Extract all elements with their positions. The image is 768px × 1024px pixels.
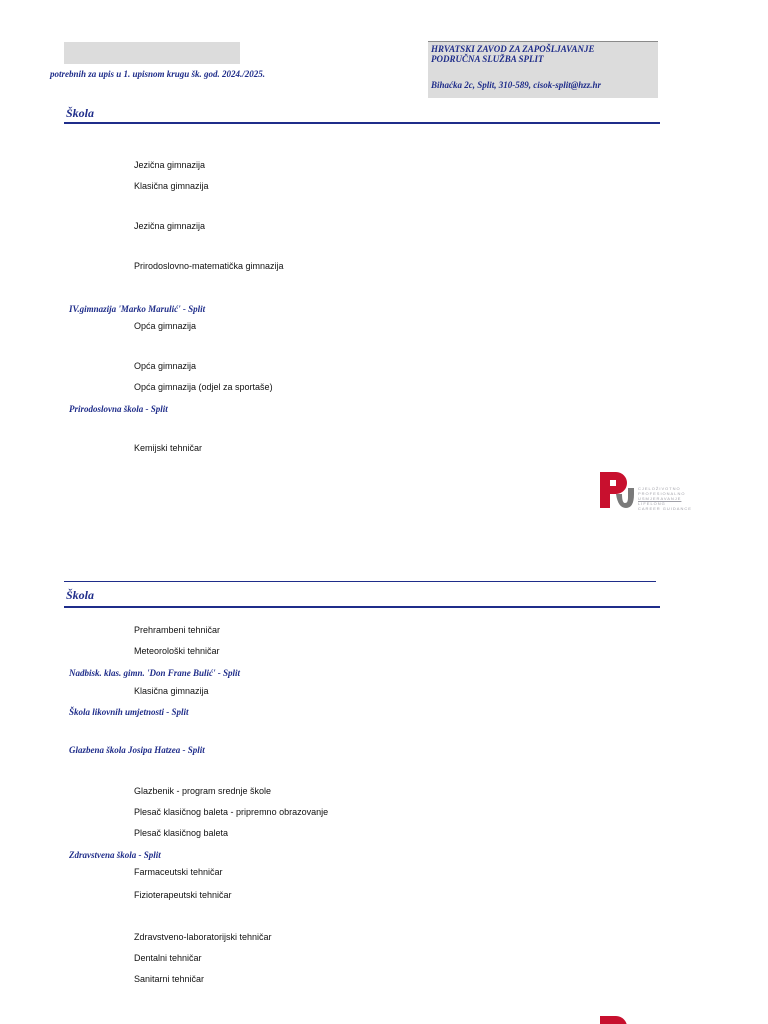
program-item: Fizioterapeutski tehničar (134, 890, 232, 900)
section-title: Škola (66, 588, 95, 602)
program-item: Opća gimnazija (134, 361, 197, 371)
school-name: Škola likovnih umjetnosti - Split (69, 707, 189, 717)
program-item: Farmaceutski tehničar (134, 867, 223, 877)
program-item: Jezična gimnazija (134, 221, 206, 231)
section-top-rule (64, 581, 656, 582)
school-name: Glazbena škola Josipa Hatzea - Split (69, 745, 205, 755)
logo-line: PROFESIONALNO (638, 491, 686, 496)
program-item: Opća gimnazija (134, 321, 197, 331)
institution-name (431, 44, 594, 64)
logo-line: USMJERAVANJE (638, 496, 682, 501)
program-item: Klasična gimnazija (134, 181, 209, 191)
logo-text (638, 486, 692, 511)
program-item: Plesač klasičnog baleta (134, 828, 229, 838)
program-item: Plesač klasičnog baleta - pripremno obrazovanje (134, 807, 329, 817)
program-item: Zdravstveno-laboratorijski tehničar (134, 932, 272, 942)
institution-address: Bihaćka 2c, Split, 310-589, cisok-split@hzz.hr (431, 80, 602, 90)
program-item: Klasična gimnazija (134, 686, 209, 696)
institution-line-2: PODRUČNA SLUŽBA SPLIT (431, 54, 544, 64)
career-guidance-logo (596, 468, 700, 520)
program-item: Meteorološki tehničar (134, 646, 220, 656)
program-item: Kemijski tehničar (134, 443, 203, 453)
program-item: Prehrambeni tehničar (134, 625, 221, 635)
school-name: Nadbisk. klas. gimn. 'Don Frane Bulić' - Split (69, 668, 241, 678)
program-item: Opća gimnazija (odjel za sportaše) (134, 382, 273, 392)
logo-line: CAREER GUIDANCE (638, 506, 692, 511)
section-title: Škola (66, 106, 95, 120)
institution-line-1: HRVATSKI ZAVOD ZA ZAPOŠLJAVANJE (431, 44, 595, 54)
logo-line: LIFELONG (638, 501, 666, 506)
header-gray-box-left (64, 42, 240, 64)
career-guidance-logo-partial (596, 1012, 636, 1024)
section-rule (64, 606, 660, 608)
school-name: Zdravstvena škola - Split (69, 850, 161, 860)
program-item: Sanitarni tehničar (134, 974, 205, 984)
program-item: Glazbenik - program srednje škole (134, 786, 272, 796)
program-item: Jezična gimnazija (134, 160, 206, 170)
section-rule (64, 122, 660, 124)
header-top-rule (428, 41, 658, 42)
school-name: IV.gimnazija 'Marko Marulić' - Split (69, 304, 206, 314)
program-item: Prirodoslovno-matematička gimnazija (134, 261, 284, 271)
school-name: Prirodoslovna škola - Split (69, 404, 168, 414)
cpu-logo-mark (596, 468, 636, 520)
logo-line: CJELOŽIVOTNO (638, 486, 681, 491)
cpu-logo-mark (596, 1012, 636, 1024)
program-item: Dentalni tehničar (134, 953, 202, 963)
page-subtitle: potrebnih za upis u 1. upisnom krugu šk. god. 2024./2025. (50, 69, 266, 79)
